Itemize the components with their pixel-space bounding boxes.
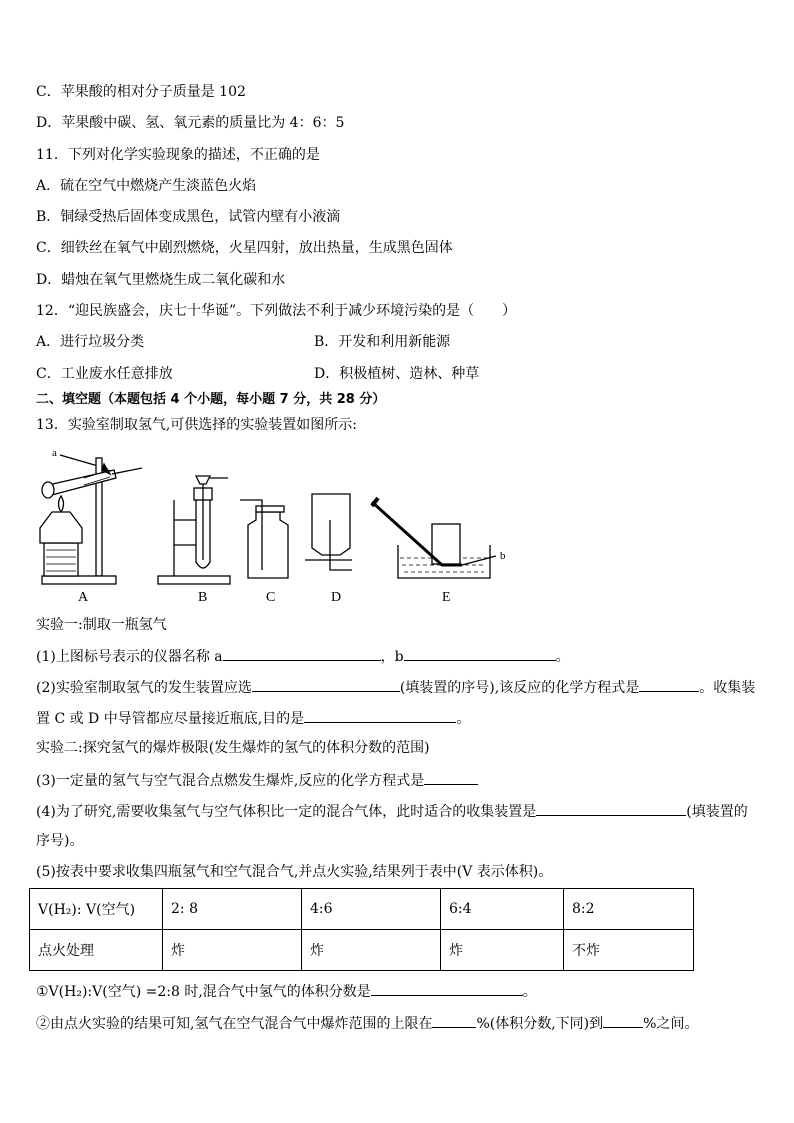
results-table — [29, 888, 694, 971]
table-cell: 不炸 — [564, 930, 694, 971]
table-cell: 4:6 — [302, 889, 441, 930]
q12-option-a: A．进行垃圾分类 — [36, 334, 145, 350]
blank-a[interactable] — [223, 646, 381, 661]
blank-lower[interactable] — [432, 1013, 476, 1028]
fig-label-c: C — [266, 590, 276, 605]
table-cell: 8:2 — [564, 889, 694, 930]
q12-option-b: B．开发和利用新能源 — [314, 334, 451, 350]
table-cell: 炸 — [302, 930, 441, 971]
q10-option-c: C．苹果酸的相对分子质量是 102 — [36, 84, 246, 100]
q11-option-b: B．铜绿受热后固体变成黑色，试管内壁有小液滴 — [36, 209, 341, 225]
label-a: a — [52, 447, 57, 459]
table-header-cell: 点火处理 — [30, 930, 163, 971]
table-cell: 2: 8 — [163, 889, 302, 930]
section-heading: 二、填空题（本题包括 4 个小题，每小题 7 分，共 28 分） — [36, 392, 386, 407]
q13-stem: 13．实验室制取氢气,可供选择的实验装置如图所示: — [36, 417, 357, 433]
experiment-1-title: 实验一:制取一瓶氢气 — [36, 617, 167, 633]
q11-option-d: D．蜡烛在氧气里燃烧生成二氧化碳和水 — [36, 272, 286, 288]
q11-option-a: A．硫在空气中燃烧产生淡蓝色火焰 — [36, 178, 257, 194]
part-3: (3)一定量的氢气与空气混合点燃发生爆炸,反应的化学方程式是 — [36, 770, 478, 790]
table-cell: 炸 — [441, 930, 564, 971]
blank-explosion-equation[interactable] — [424, 770, 478, 785]
part-2-cont: 置 C 或 D 中导管都应尽量接近瓶底,目的是 。 — [36, 708, 470, 728]
table-cell: 6:4 — [441, 889, 564, 930]
fig-label-d: D — [331, 590, 342, 605]
table-header-cell: V(H₂): V(空气) — [30, 889, 163, 930]
part-1: (1)上图标号表示的仪器名称 a ，b 。 — [36, 646, 570, 666]
experiment-2-title: 实验二:探究氢气的爆炸极限(发生爆炸的氢气的体积分数的范围) — [36, 740, 430, 756]
sub-2: ②由点火实验的结果可知,氢气在空气混合气中爆炸范围的上限在 %(体积分数,下同)到 %之间。 — [36, 1013, 698, 1033]
part-4-cont: 序号)。 — [36, 833, 84, 849]
fig-label-a: A — [78, 590, 89, 605]
blank-purpose[interactable] — [304, 708, 456, 723]
table-row — [30, 889, 694, 930]
label-b: b — [500, 550, 506, 562]
table-cell: 炸 — [163, 930, 302, 971]
q11-stem: 11．下列对化学实验现象的描述，不正确的是 — [36, 147, 320, 163]
blank-equation[interactable] — [639, 677, 699, 692]
q12-stem: 12．“迎民族盛会，庆七十华诞”。下列做法不利于减少环境污染的是（ ） — [36, 303, 517, 319]
part-2: (2)实验室制取氢气的发生装置应选 (填装置的序号),该反应的化学方程式是 。收集装 — [36, 677, 755, 697]
sub-1: ①V(H₂):V(空气) =2:8 时,混合气中氢气的体积分数是 。 — [36, 981, 537, 1001]
blank-upper[interactable] — [603, 1013, 643, 1028]
blank-generator[interactable] — [252, 677, 400, 692]
q12-option-c: C．工业废水任意排放 — [36, 366, 173, 382]
apparatus-b — [158, 476, 230, 584]
apparatus-a — [40, 455, 142, 584]
fig-label-b: B — [198, 590, 208, 605]
apparatus-c — [240, 500, 288, 578]
q11-option-c: C．细铁丝在氧气中剧烈燃烧，火星四射，放出热量，生成黑色固体 — [36, 240, 453, 256]
blank-b[interactable] — [404, 646, 556, 661]
apparatus-d — [305, 494, 352, 570]
fig-label-e: E — [442, 590, 451, 605]
q12-option-d: D．积极植树、造林、种草 — [314, 366, 480, 382]
part-4: (4)为了研究,需要收集氢气与空气体积比一定的混合气体，此时适合的收集装置是 (填装置的 — [36, 801, 748, 821]
blank-collector[interactable] — [536, 801, 686, 816]
apparatus-e — [372, 498, 496, 578]
table-row — [30, 930, 694, 971]
q10-option-d: D．苹果酸中碳、氢、氧元素的质量比为 4：6：5 — [36, 115, 345, 131]
part-5: (5)按表中要求收集四瓶氢气和空气混合气,并点火实验,结果列于表中(V 表示体积)。 — [36, 864, 553, 880]
blank-volume-fraction[interactable] — [371, 981, 523, 996]
